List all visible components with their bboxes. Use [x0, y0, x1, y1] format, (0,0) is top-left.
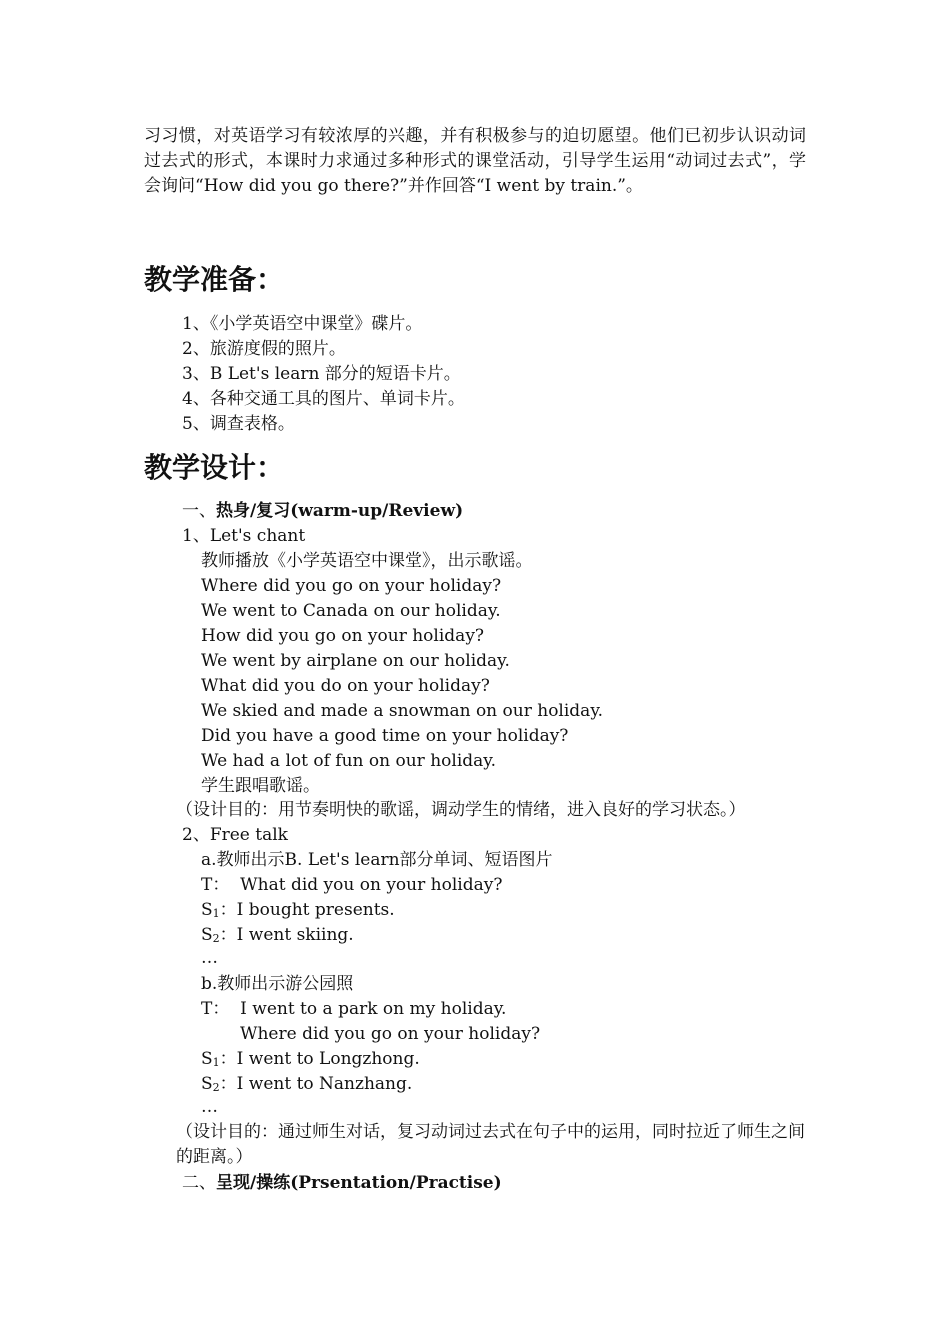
dialog-text: ：I bought presents.	[219, 900, 395, 920]
prep-item-1: 1、《小学英语空中课堂》碟片。	[182, 314, 423, 334]
prep-item-2: 2、旅游度假的照片。	[182, 339, 346, 359]
chant-line-3: How did you go on your holiday?	[201, 626, 485, 646]
chant-line-7: Did you have a good time on your holiday?	[201, 726, 569, 746]
prep-item-3: 3、B Let's learn 部分的短语卡片。	[182, 364, 461, 384]
dialog-b-teacher-1: T： I went to a park on my holiday.	[201, 999, 507, 1019]
step2b-title: b.教师出示游公园照	[201, 974, 354, 994]
section2-heading	[182, 1171, 502, 1196]
chant-line-8: We had a lot of fun on our holiday.	[201, 751, 497, 771]
purpose-1: （设计目的：用节奏明快的歌谣，调动学生的情绪，进入良好的学习状态。）	[176, 800, 746, 820]
chant-line-1: Where did you go on your holiday?	[201, 576, 502, 596]
chant-line-4: We went by airplane on our holiday.	[201, 651, 510, 671]
section2-title: 呈现/操练(Prsentation/Practise)	[216, 1173, 502, 1193]
section1-title: 热身/复习(warm-up/Review)	[216, 501, 464, 521]
section1-heading	[182, 499, 463, 524]
chant-line-2: We went to Canada on our holiday.	[201, 601, 501, 621]
dialog-a-student2	[201, 923, 354, 951]
step1-end: 学生跟唱歌谣。	[201, 776, 320, 796]
step1-title: 1、Let's chant	[182, 526, 306, 546]
section2-prefix: 二、	[182, 1173, 216, 1193]
ellipsis-1: …	[201, 948, 218, 968]
speaker-label: S	[201, 1049, 213, 1069]
prep-item-4: 4、各种交通工具的图片、单词卡片。	[182, 389, 465, 409]
design-heading: 教学设计：	[144, 451, 285, 484]
dialog-a-student1	[201, 898, 395, 926]
speaker-subscript: 1	[212, 1056, 220, 1069]
dialog-a-teacher: T： What did you on your holiday?	[201, 875, 503, 895]
ellipsis-2: …	[201, 1097, 218, 1117]
speaker-subscript: 1	[212, 907, 220, 920]
chant-line-6: We skied and made a snowman on our holiday.	[201, 701, 604, 721]
dialog-b-student1	[201, 1047, 420, 1075]
dialog-b-teacher-2: Where did you go on your holiday?	[240, 1024, 541, 1044]
speaker-label: S	[201, 900, 213, 920]
section1-prefix: 一、	[182, 501, 216, 521]
speaker-subscript: 2	[212, 1081, 220, 1094]
step2-title: 2、Free talk	[182, 825, 288, 845]
dialog-text: ：I went skiing.	[219, 925, 354, 945]
speaker-subscript: 2	[212, 932, 220, 945]
dialog-b-student2	[201, 1072, 412, 1100]
prep-heading: 教学准备：	[144, 263, 285, 296]
purpose-2: （设计目的：通过师生对话，复习动词过去式在句子中的运用，同时拉近了师生之间的距离。）	[176, 1122, 805, 1167]
speaker-label: S	[201, 925, 213, 945]
intro-paragraph: 习习惯，对英语学习有较浓厚的兴趣，并有积极参与的迫切愿望。他们已初步认识动词过去式的形式，本课时力求通过多种形式的课堂活动，引导学生运用“动词过去式”，学会询问“How did you go there?”并作回答“I went by train.”。	[144, 126, 806, 196]
chant-line-5: What did you do on your holiday?	[201, 676, 490, 696]
step1-intro: 教师播放《小学英语空中课堂》，出示歌谣。	[201, 551, 533, 571]
dialog-text: ：I went to Longzhong.	[219, 1049, 420, 1069]
dialog-text: ：I went to Nanzhang.	[219, 1074, 413, 1094]
step2a-title: a.教师出示B. Let's learn部分单词、短语图片	[201, 850, 553, 870]
prep-item-5: 5、调查表格。	[182, 414, 295, 434]
speaker-label: S	[201, 1074, 213, 1094]
